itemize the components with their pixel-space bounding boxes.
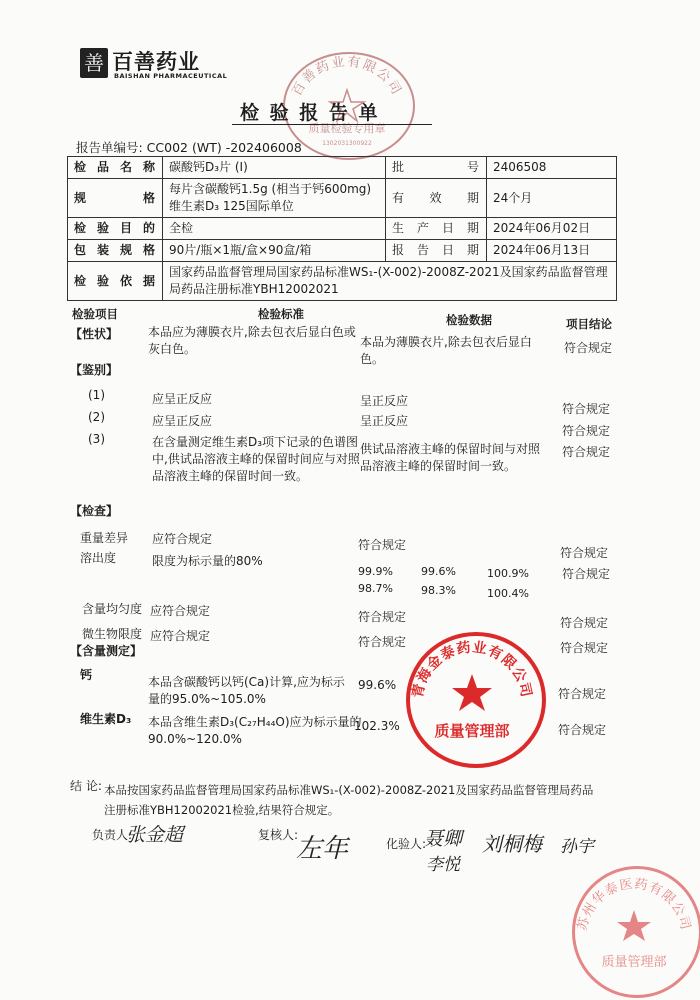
distributor-quality-seal: [572, 866, 700, 998]
report-number: 报告单编号: CC002 (WT) -202406008: [76, 140, 302, 155]
microbial-limit-data: 符合规定: [358, 635, 407, 649]
tester-signature: 刘桐梅: [482, 832, 542, 856]
title-underline: [232, 124, 432, 125]
vitamin-d3-data: 102.3%: [354, 719, 400, 733]
calcium-conclusion: 符合规定: [558, 687, 607, 701]
purpose-value: 全检: [163, 218, 386, 240]
tester-signature: 聂卿: [424, 828, 463, 850]
table-row: [68, 262, 617, 301]
dissolution-value: 98.3%: [421, 584, 456, 597]
section-identification: 【鉴别】: [70, 363, 119, 377]
content-uniformity-label: 含量均匀度: [82, 602, 143, 616]
character-standard: 本品应为薄膜衣片,除去包衣后显白色或灰白色。: [148, 325, 356, 356]
table-row: [68, 240, 617, 262]
content-uniformity-data: 符合规定: [358, 610, 407, 624]
dissolution-value: 100.9%: [487, 567, 529, 580]
character-conclusion: 符合规定: [564, 341, 613, 355]
dissolution-standard: 限度为标示量的80%: [152, 554, 263, 568]
section-assay: 【含量测定】: [70, 644, 143, 658]
spec-label: 规 格: [68, 179, 163, 218]
company-name-en: BAISHAN PHARMACEUTICAL: [114, 72, 228, 80]
identification-number: (2): [88, 410, 105, 424]
section-character: 【性状】: [70, 327, 119, 341]
production-date-label: 生产日期: [386, 218, 487, 240]
package-value: 90片/瓶×1瓶/盒×90盒/箱: [163, 240, 386, 262]
identification-number: (1): [88, 388, 105, 402]
vitamin-d3-conclusion: 符合规定: [558, 723, 607, 737]
microbial-limit-conclusion: 符合规定: [560, 641, 609, 655]
content-uniformity-standard: 应符合规定: [150, 604, 211, 618]
table-row: [68, 218, 617, 240]
column-standard: 检验标准: [258, 307, 304, 321]
column-item: 检验项目: [72, 307, 118, 321]
report-title: 检 验 报 告 单: [240, 102, 380, 124]
calcium-data: 99.6%: [358, 678, 397, 692]
dissolution-value: 100.4%: [487, 587, 529, 600]
vitamin-d3-standard: 本品含维生素D₃(C₂₇H₄₄O)应为标示量的90.0%~120.0%: [148, 715, 362, 746]
identification-number: (3): [88, 432, 105, 446]
identification-data: 呈正反应: [360, 394, 409, 408]
svg-text:质量管理部: 质量管理部: [601, 955, 667, 970]
weight-variation-label: 重量差异: [80, 531, 129, 545]
identification-data: 呈正反应: [360, 414, 409, 428]
basis-label: 检验依据: [68, 262, 163, 301]
tester-signature: 李悦: [426, 855, 460, 875]
batch-label: 批 号: [386, 157, 487, 179]
quality-department-seal: [406, 632, 546, 768]
dissolution-value: 99.6%: [421, 565, 456, 578]
company-name-cn: 百善药业: [112, 50, 200, 74]
tester-label: 化验人:: [386, 837, 427, 851]
conclusion-label: 结 论:: [70, 779, 102, 793]
svg-text:质量检验专用章: 质量检验专用章: [308, 122, 386, 135]
batch-value: 2406508: [487, 157, 617, 179]
dissolution-conclusion: 符合规定: [562, 567, 611, 581]
content-uniformity-conclusion: 符合规定: [560, 616, 609, 630]
identification-data: 供试品溶液主峰的保留时间与对照品溶液主峰的保留时间一致。: [360, 442, 541, 473]
product-name-label: 检品名称: [68, 157, 163, 179]
responsible-signature: 张金超: [126, 824, 184, 846]
expiry-label: 有 效 期: [386, 179, 487, 218]
purpose-label: 检验目的: [68, 218, 163, 240]
calcium-label: 钙: [80, 668, 93, 682]
identification-standard: 应呈正反应: [152, 414, 213, 428]
spec-line-1: 每片含碳酸钙1.5g (相当于钙600mg): [169, 182, 372, 196]
responsible-label: 负责人:: [92, 828, 133, 842]
svg-text:质量管理部: 质量管理部: [434, 722, 510, 740]
spec-value: [163, 179, 386, 218]
section-inspection: 【检查】: [70, 504, 119, 518]
report-date-label: 报告日期: [386, 240, 487, 262]
expiry-value: 24个月: [487, 179, 617, 218]
conclusion-text: 本品按国家药品监督管理局国家药品标准WS₁-(X-002)-2008Z-2021及国家药品监督管理局药品注册标准YBH12002021检验,结果符合规定。: [104, 783, 594, 817]
company-logo-icon: 善: [80, 48, 108, 78]
svg-text:1302031300922: 1302031300922: [322, 140, 372, 147]
weight-variation-data: 符合规定: [358, 538, 407, 552]
package-label: 包装规格: [68, 240, 163, 262]
identification-conclusion: 符合规定: [562, 445, 611, 459]
tester-signature: 孙宇: [560, 837, 594, 857]
reviewer-signature: 左年: [296, 834, 349, 864]
weight-variation-standard: 应符合规定: [152, 532, 213, 546]
dissolution-value: 98.7%: [358, 582, 393, 595]
report-date-value: 2024年06月13日: [487, 240, 617, 262]
reviewer-label: 复核人:: [258, 828, 299, 842]
microbial-limit-standard: 应符合规定: [150, 629, 211, 643]
identification-standard: 在含量测定维生素D₃项下记录的色谱图中,供试品溶液主峰的保留时间应与对照品溶液主峰的保留时间一致。: [152, 435, 360, 483]
dissolution-value: 99.9%: [358, 565, 393, 578]
svg-text:青海金泰药业有限公司: 青海金泰药业有限公司: [409, 639, 535, 700]
identification-standard: 应呈正反应: [152, 392, 213, 406]
weight-variation-conclusion: 符合规定: [560, 546, 609, 560]
dissolution-label: 溶出度: [80, 551, 117, 565]
table-row: [68, 157, 617, 179]
identification-conclusion: 符合规定: [562, 424, 611, 438]
production-date-value: 2024年06月02日: [487, 218, 617, 240]
table-row: [68, 179, 617, 218]
svg-text:百善药业有限公司: 百善药业有限公司: [289, 54, 405, 99]
microbial-limit-label: 微生物限度: [82, 627, 143, 641]
product-name-value: 碳酸钙D₃片 (I): [163, 157, 386, 179]
sample-info-table: [67, 156, 617, 301]
column-conclusion: 项目结论: [566, 317, 612, 331]
basis-value: 国家药品监督管理局国家药品标准WS₁-(X-002)-2008Z-2021及国家药品监督管理局药品注册标准YBH12002021: [163, 262, 617, 301]
character-data: 本品为薄膜衣片,除去包衣后显白色。: [360, 335, 532, 366]
svg-text:苏州华泰医药有限公司: 苏州华泰医药有限公司: [575, 876, 693, 933]
spec-line-2: 维生素D₃ 125国际单位: [169, 199, 294, 213]
identification-conclusion: 符合规定: [562, 402, 611, 416]
vitamin-d3-label: 维生素D₃: [80, 712, 132, 726]
calcium-standard: 本品含碳酸钙以钙(Ca)计算,应为标示量的95.0%~105.0%: [148, 675, 345, 706]
column-data: 检验数据: [446, 313, 492, 327]
